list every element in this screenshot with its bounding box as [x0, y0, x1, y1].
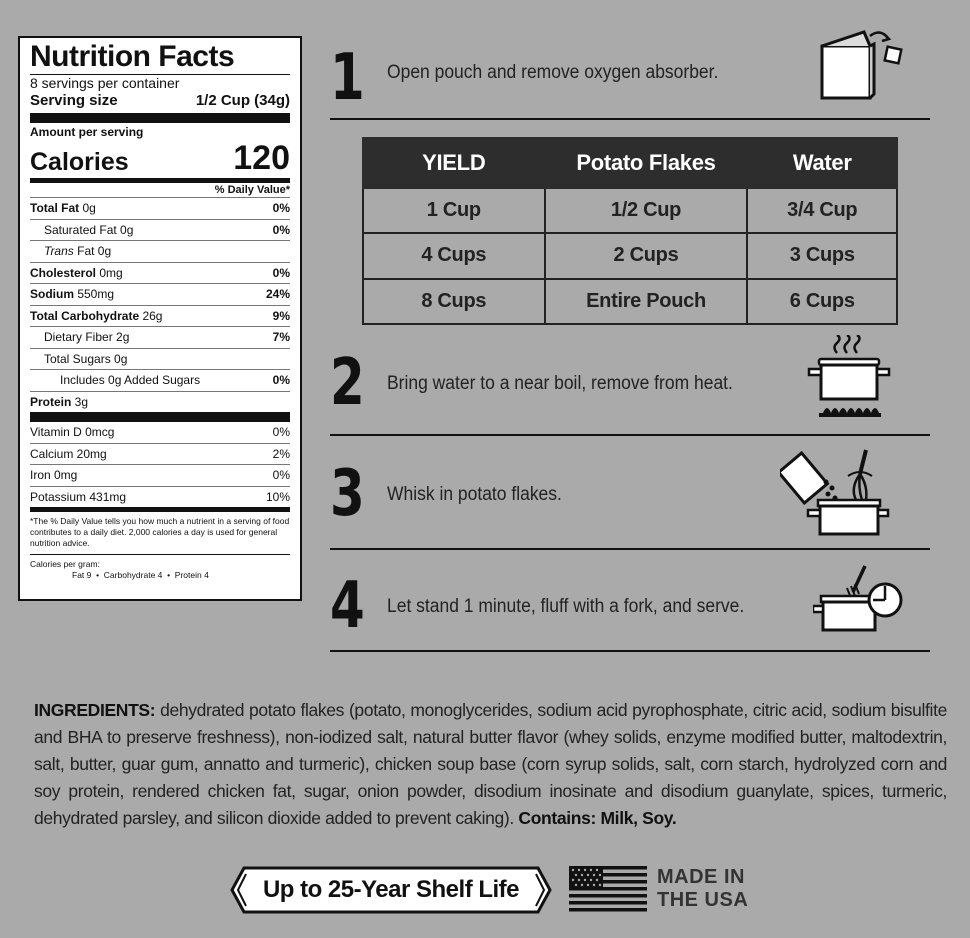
step-number: 1: [330, 41, 365, 115]
nutrition-title: Nutrition Facts: [30, 40, 235, 73]
nutrient-name: Dietary Fiber 2g: [44, 330, 130, 344]
nutrient-name: Includes 0g Added Sugars: [60, 373, 201, 387]
vitamin-dv: 2%: [272, 446, 290, 461]
table-cell: Entire Pouch: [545, 279, 748, 324]
column-header: Potato Flakes: [545, 138, 748, 188]
nutrient-row: [30, 219, 290, 241]
step-2: [330, 325, 930, 436]
step-number: 3: [330, 457, 365, 531]
vitamin-name: Iron 0mg: [30, 468, 78, 482]
calories-per-gram-label: Calories per gram:: [30, 559, 100, 569]
table-cell: 3 Cups: [747, 233, 897, 278]
ingredients-text: dehydrated potato flakes (potato, monoglycerides, sodium acid pyrophosphate, citric acid, sodium bisulfite and BHA to preserve freshness), non-iodized salt, natural butter flavor (whey solids, enzyme modified butter, maltodextrin, salt, butter, guar gum, annatto and turmeric), chicken soup base (corn syrup solids, salt, corn starch, hydrolyzed corn and soy protein, rendered chicken fat, sugar, onion powder, disodium inosinate and disodium guanylate, spices, turmeric, dehydrated parsley, and silicon dioxide added to prevent caking).: [34, 700, 947, 828]
serving-size-row: [30, 92, 290, 110]
us-flag-icon: [569, 866, 647, 912]
nutrient-name: Cholesterol: [30, 265, 97, 280]
nutrient-row: [30, 348, 290, 370]
amount-per-serving: Amount per serving: [30, 125, 144, 139]
step-number: 4: [330, 569, 365, 643]
vitamin-row: [30, 486, 290, 508]
nutrient-row: [30, 262, 290, 284]
divider-thick: [30, 113, 290, 123]
made-in-line-1: MADE IN: [657, 866, 745, 888]
divider-thick: [30, 412, 290, 422]
open-pouch-icon: [820, 28, 910, 108]
nutrient-name: Protein: [30, 394, 72, 409]
nutrient-dv: 24%: [265, 287, 290, 301]
calories-value: 120: [233, 139, 290, 177]
daily-value-header: % Daily Value*: [214, 184, 290, 196]
nutrient-name: Sodium: [30, 287, 74, 301]
nutrient-row: [30, 326, 290, 348]
nutrient-name-italic: Trans: [44, 244, 74, 258]
step-text: Bring water to a near boil, remove from heat.: [387, 373, 733, 394]
step-text: Whisk in potato flakes.: [387, 484, 562, 505]
nutrient-name: Total Carbohydrate: [30, 308, 140, 323]
calories-per-gram: [30, 554, 290, 581]
table-row: [363, 279, 897, 324]
nutrient-row: [30, 369, 290, 391]
vitamin-name: Calcium 20mg: [30, 446, 107, 461]
step-text: Let stand 1 minute, fluff with a fork, and serve.: [387, 596, 745, 617]
vitamin-row: [30, 443, 290, 465]
nutrient-amount: 3g: [71, 394, 89, 409]
table-cell: 1/2 Cup: [545, 188, 748, 233]
serving-size-value: 1/2 Cup (34g): [195, 92, 290, 109]
yield-table-header: [363, 138, 897, 188]
allergen-statement: Contains: Milk, Soy.: [518, 808, 677, 828]
ingredients-paragraph: [34, 697, 947, 832]
ingredients-label: INGREDIENTS:: [34, 700, 156, 720]
nutrition-facts-panel: [18, 36, 302, 601]
table-cell: 6 Cups: [747, 279, 897, 324]
calories-row: [30, 139, 290, 175]
table-row: [363, 188, 897, 233]
nutrient-row: [30, 240, 290, 262]
vitamin-dv: 0%: [272, 425, 290, 439]
step-4: [330, 548, 930, 652]
step-3: [330, 434, 930, 550]
yield-table: [362, 137, 898, 325]
vitamin-dv: 0%: [272, 468, 290, 482]
shelf-life-banner: [230, 866, 552, 914]
table-cell: 3/4 Cup: [747, 188, 897, 233]
table-cell: 8 Cups: [363, 279, 545, 324]
nutrient-dv: 0%: [272, 201, 290, 215]
nutrient-amount: 0mg: [96, 265, 123, 280]
vitamin-name: Potassium 431mg: [30, 489, 127, 504]
nutrient-name: Saturated Fat 0g: [44, 222, 134, 237]
daily-value-footnote: *The % Daily Value tells you how much a nutrient in a serving of food contributes to a daily diet. 2,000 calories a day is used for general nutrition advice.: [30, 516, 290, 548]
nutrient-amount: 26g: [139, 308, 163, 323]
nutrient-name: Total Fat: [30, 201, 80, 215]
step-1: [330, 36, 930, 120]
column-header: Water: [747, 138, 897, 188]
nutrient-dv: 0%: [272, 265, 290, 280]
vitamin-row: [30, 464, 290, 486]
nutrient-row: [30, 283, 290, 305]
nutrient-amount: 0g: [79, 201, 96, 215]
nutrient-amount: Fat 0g: [73, 244, 112, 258]
nutrient-dv: 0%: [272, 373, 290, 387]
column-header: YIELD: [363, 138, 545, 188]
vitamin-dv: 10%: [265, 489, 290, 504]
serving-size-label: Serving size: [30, 92, 118, 109]
step-text: Open pouch and remove oxygen absorber.: [387, 62, 719, 83]
servings-per-container: 8 servings per container: [30, 75, 180, 91]
nutrient-dv: 0%: [272, 222, 290, 237]
made-in-usa: [657, 866, 748, 912]
table-cell: 4 Cups: [363, 233, 545, 278]
calories-label: Calories: [30, 148, 129, 176]
whisk-pot-icon: [780, 448, 890, 538]
nutrient-amount: 550mg: [74, 287, 115, 301]
nutrient-dv: 9%: [272, 308, 290, 323]
nutrient-row: [30, 305, 290, 327]
step-number: 2: [330, 346, 365, 420]
table-row: [363, 233, 897, 278]
vitamin-row: [30, 422, 290, 443]
nutrient-row: [30, 391, 290, 413]
calories-per-gram-values: Fat 9 • Carbohydrate 4 • Protein 4: [72, 570, 209, 580]
vitamin-name: Vitamin D 0mcg: [30, 425, 115, 439]
table-cell: 2 Cups: [545, 233, 748, 278]
nutrient-dv: 7%: [272, 330, 290, 344]
table-cell: 1 Cup: [363, 188, 545, 233]
shelf-life-text: Up to 25-Year Shelf Life: [262, 876, 520, 903]
made-in-line-2: THE USA: [657, 889, 749, 911]
boiling-pot-icon: [805, 335, 895, 421]
nutrient-name: Total Sugars 0g: [44, 351, 128, 366]
nutrient-row: [30, 197, 290, 219]
pot-timer-icon: [813, 562, 905, 634]
